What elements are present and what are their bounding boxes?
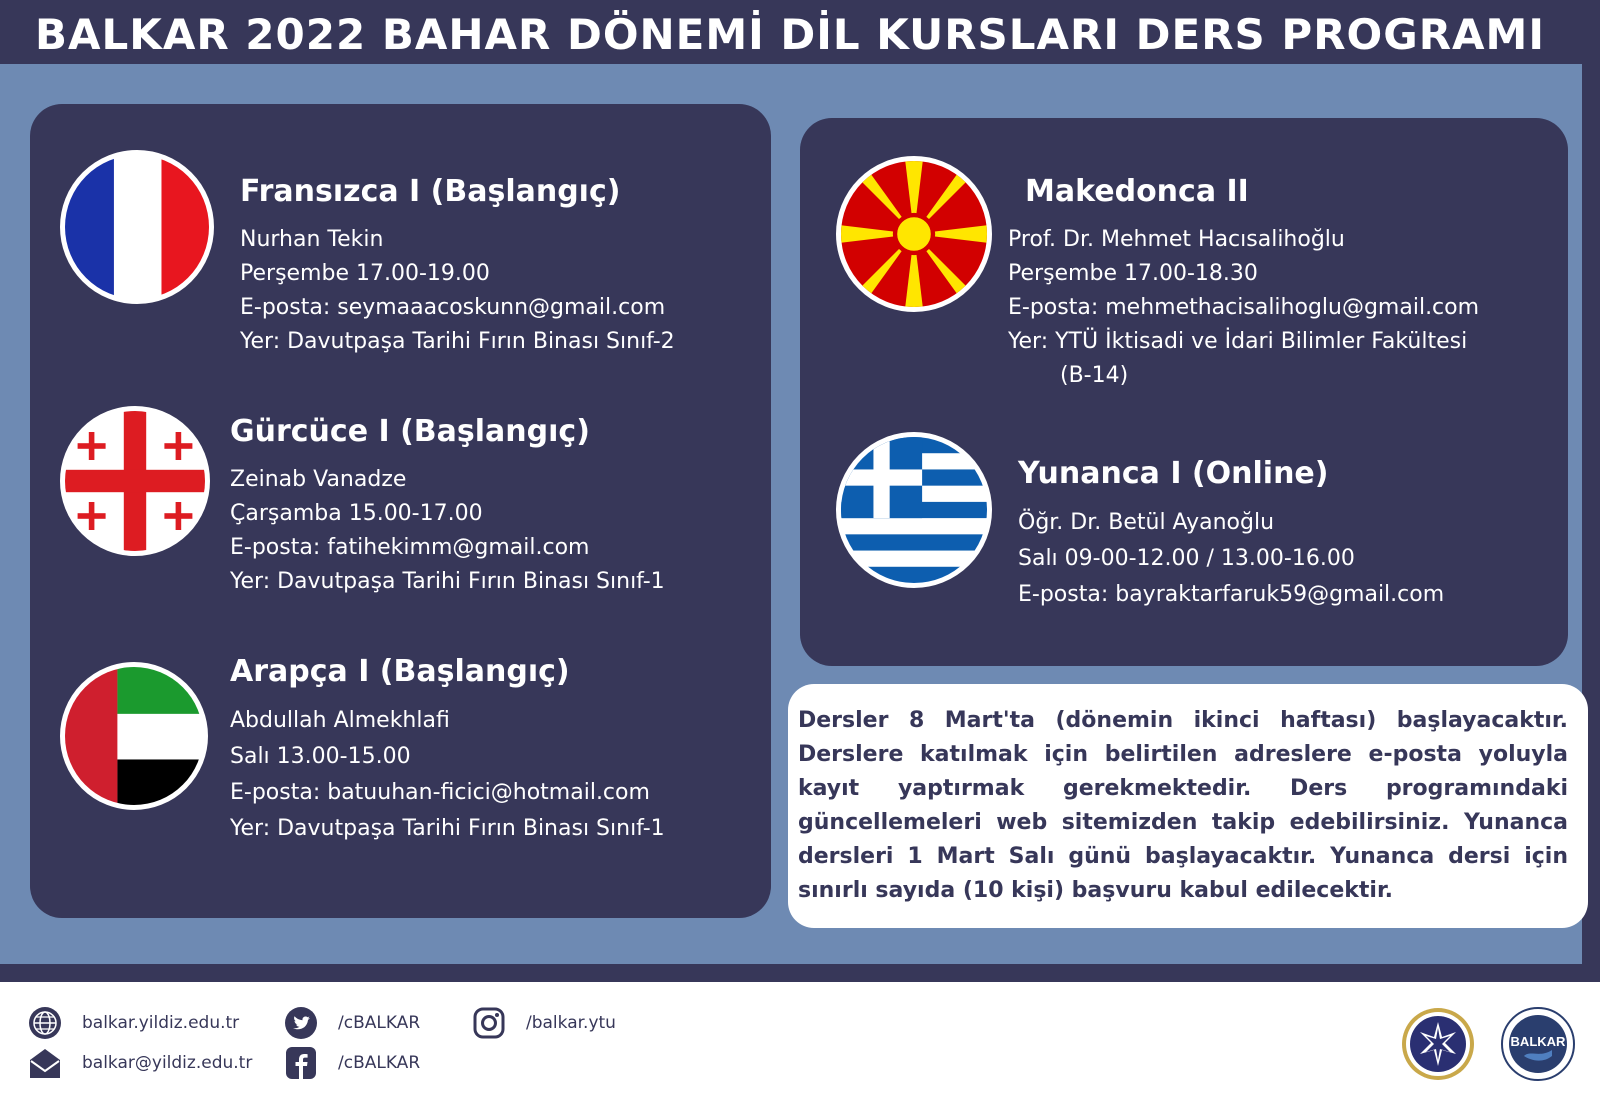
course-instructor: Zeinab Vanadze [230, 467, 407, 492]
footer-email[interactable] [28, 1046, 252, 1080]
course-location: Yer: Davutpaşa Tarihi Fırın Binası Sınıf-1 [230, 569, 665, 594]
greece-flag-icon [836, 432, 992, 588]
course-french [240, 174, 675, 359]
course-email[interactable]: E-posta: seymaaacoskunn@gmail.com [240, 295, 666, 320]
balkar-logo-text: BALKAR [1510, 1034, 1566, 1049]
georgia-flag-icon [60, 406, 210, 556]
uae-flag-icon [60, 662, 208, 810]
footer-website-text: balkar.yildiz.edu.tr [82, 1013, 240, 1033]
footer-twitter-text: /cBALKAR [338, 1013, 421, 1033]
course-schedule: Perşembe 17.00-18.30 [1008, 261, 1258, 286]
france-flag-icon [60, 150, 214, 304]
course-name: Gürcüce I (Başlangıç) [230, 414, 590, 449]
course-instructor: Öğr. Dr. Betül Ayanoğlu [1018, 510, 1275, 535]
course-schedule: Çarşamba 15.00-17.00 [230, 501, 483, 526]
course-name: Makedonca II [1025, 174, 1249, 209]
footer-twitter[interactable] [284, 1006, 420, 1040]
course-schedule: Perşembe 17.00-19.00 [240, 261, 490, 286]
footer-facebook[interactable] [284, 1046, 420, 1080]
twitter-icon [284, 1006, 318, 1040]
mail-icon [28, 1046, 62, 1080]
footer-instagram[interactable] [472, 1006, 616, 1040]
course-location: Yer: Davutpaşa Tarihi Fırın Binası Sınıf-2 [240, 329, 675, 354]
footer-facebook-text: /cBALKAR [338, 1053, 421, 1073]
course-schedule: Salı 09-00-12.00 / 13.00-16.00 [1018, 546, 1355, 571]
course-instructor: Nurhan Tekin [240, 227, 384, 252]
globe-icon [28, 1006, 62, 1040]
course-email[interactable]: E-posta: bayraktarfaruk59@gmail.com [1018, 582, 1445, 607]
course-schedule: Salı 13.00-15.00 [230, 744, 411, 769]
course-location: Yer: Davutpaşa Tarihi Fırın Binası Sınıf-1 [230, 816, 665, 841]
footer [0, 982, 1600, 1120]
ytu-logo [1400, 1006, 1476, 1082]
notice-text: Dersler 8 Mart'ta (dönemin ikinci haftası) başlayacaktır. Derslere katılmak için belirtilen adreslere e-posta yoluyla kayıt yaptırmak gerekmektedir. Ders programındaki güncellemeleri web sitemizden takip edebilirsiniz. Yunanca dersleri 1 Mart Salı günü başlayacaktır. Yunanca dersi için sınırlı sayıda (10 kişi) başvuru kabul edilecektir. [798, 708, 1568, 903]
course-email[interactable]: E-posta: batuuhan-ficici@hotmail.com [230, 780, 650, 805]
course-location-room: (B-14) [1060, 363, 1129, 388]
course-name: Arapça I (Başlangıç) [230, 654, 570, 689]
north-macedonia-flag-icon [836, 156, 992, 312]
course-instructor: Abdullah Almekhlafi [230, 708, 450, 733]
course-instructor: Prof. Dr. Mehmet Hacısalihoğlu [1008, 227, 1345, 252]
title-bar [0, 0, 1600, 64]
course-name: Fransızca I (Başlangıç) [240, 174, 621, 209]
course-name: Yunanca I (Online) [1018, 456, 1329, 491]
course-location: Yer: YTÜ İktisadi ve İdari Bilimler Fakültesi [1008, 329, 1468, 354]
course-arabic [230, 654, 665, 847]
footer-email-text: balkar@yildiz.edu.tr [82, 1053, 253, 1073]
footer-instagram-text: /balkar.ytu [526, 1013, 616, 1033]
notice-box [788, 684, 1588, 928]
balkar-logo [1500, 1006, 1576, 1082]
course-georgian [230, 414, 665, 599]
course-greek [1018, 456, 1444, 613]
instagram-icon [472, 1006, 506, 1040]
footer-website[interactable] [28, 1006, 239, 1040]
course-macedonian [1008, 174, 1479, 393]
facebook-icon [284, 1046, 318, 1080]
course-email[interactable]: E-posta: fatihekimm@gmail.com [230, 535, 590, 560]
page-title: BALKAR 2022 BAHAR DÖNEMİ DİL KURSLARI DERS PROGRAMI [35, 10, 1545, 59]
course-email[interactable]: E-posta: mehmethacisalihoglu@gmail.com [1008, 295, 1480, 320]
